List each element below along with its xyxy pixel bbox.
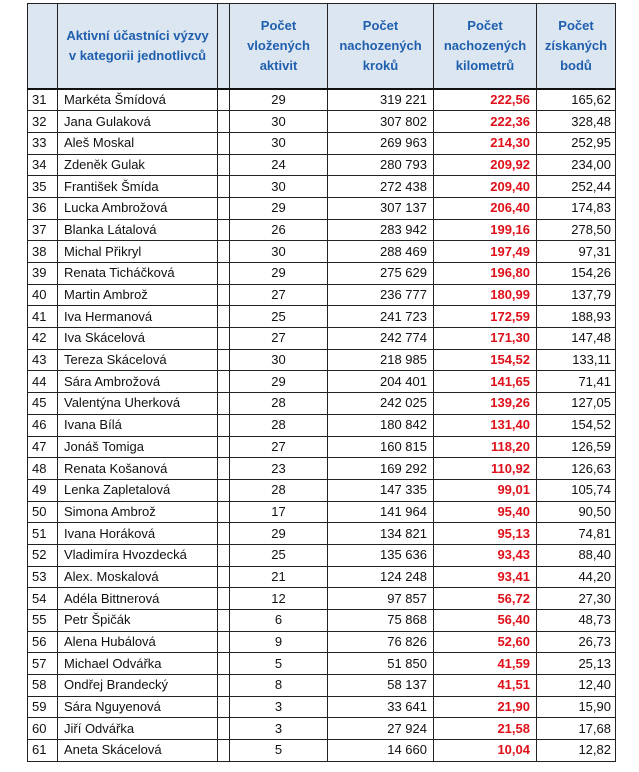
gap-cell [218,523,230,545]
km-cell: 10,04 [434,740,537,762]
table-row [28,718,616,740]
name-cell: Michal Přikryl [58,241,218,263]
km-cell: 52,60 [434,631,537,653]
activities-cell: 29 [230,263,328,285]
activities-cell: 29 [230,371,328,393]
activities-cell: 27 [230,436,328,458]
table-row [28,111,616,133]
table-row [28,479,616,501]
points-cell: 12,82 [537,740,616,762]
steps-cell: 288 469 [328,241,434,263]
gap-cell [218,219,230,241]
km-cell: 41,59 [434,653,537,675]
gap-cell [218,284,230,306]
km-cell: 110,92 [434,458,537,480]
rank-cell: 48 [28,458,58,480]
activities-cell: 12 [230,588,328,610]
points-cell: 71,41 [537,371,616,393]
gap-cell [218,479,230,501]
activities-cell: 29 [230,197,328,219]
gap-cell [218,718,230,740]
gap-cell [218,631,230,653]
table-row [28,176,616,198]
steps-cell: 27 924 [328,718,434,740]
gap-cell [218,675,230,697]
activities-cell: 30 [230,349,328,371]
results-table [27,3,616,762]
gap-cell [218,263,230,285]
rank-cell: 61 [28,740,58,762]
km-cell: 214,30 [434,132,537,154]
activities-cell: 30 [230,176,328,198]
name-cell: Simona Ambrož [58,501,218,523]
activities-cell: 30 [230,241,328,263]
gap-cell [218,610,230,632]
points-cell: 174,83 [537,197,616,219]
km-cell: 222,36 [434,111,537,133]
table-row [28,197,616,219]
gap-cell [218,501,230,523]
table-row [28,284,616,306]
km-cell: 197,49 [434,241,537,263]
km-cell: 222,56 [434,89,537,111]
steps-cell: 269 963 [328,132,434,154]
activities-cell: 28 [230,479,328,501]
activities-cell: 24 [230,154,328,176]
steps-cell: 280 793 [328,154,434,176]
rank-cell: 37 [28,219,58,241]
rank-cell: 41 [28,306,58,328]
steps-cell: 272 438 [328,176,434,198]
table-row [28,631,616,653]
table-row [28,696,616,718]
km-cell: 171,30 [434,328,537,350]
gap-cell [218,544,230,566]
name-cell: Sára Ambrožová [58,371,218,393]
name-cell: Ivana Bílá [58,414,218,436]
rank-cell: 35 [28,176,58,198]
steps-cell: 147 335 [328,479,434,501]
km-cell: 154,52 [434,349,537,371]
steps-cell: 134 821 [328,523,434,545]
table-row [28,414,616,436]
activities-cell: 29 [230,89,328,111]
name-cell: Lucka Ambrožová [58,197,218,219]
activities-cell: 28 [230,414,328,436]
km-cell: 196,80 [434,263,537,285]
points-cell: 126,63 [537,458,616,480]
points-cell: 126,59 [537,436,616,458]
points-cell: 25,13 [537,653,616,675]
name-cell: Alena Hubálová [58,631,218,653]
name-cell: Martin Ambrož [58,284,218,306]
km-cell: 139,26 [434,393,537,415]
points-cell: 97,31 [537,241,616,263]
rank-cell: 59 [28,696,58,718]
km-cell: 95,13 [434,523,537,545]
gap-cell [218,349,230,371]
table-row [28,328,616,350]
points-header: Počet získaných bodů [537,4,616,90]
km-cell: 199,16 [434,219,537,241]
rank-cell: 38 [28,241,58,263]
name-cell: Petr Špičák [58,610,218,632]
activities-cell: 3 [230,718,328,740]
name-cell: Zdeněk Gulak [58,154,218,176]
steps-cell: 135 636 [328,544,434,566]
points-cell: 74,81 [537,523,616,545]
name-cell: Ondřej Brandecký [58,675,218,697]
km-cell: 209,40 [434,176,537,198]
name-cell: Renata Košanová [58,458,218,480]
steps-cell: 169 292 [328,458,434,480]
km-cell: 95,40 [434,501,537,523]
name-cell: Iva Skácelová [58,328,218,350]
activities-cell: 17 [230,501,328,523]
km-cell: 180,99 [434,284,537,306]
rank-cell: 31 [28,89,58,111]
steps-cell: 33 641 [328,696,434,718]
points-cell: 105,74 [537,479,616,501]
steps-cell: 283 942 [328,219,434,241]
steps-cell: 51 850 [328,653,434,675]
gap-cell [218,176,230,198]
rank-cell: 34 [28,154,58,176]
gap-cell [218,197,230,219]
activities-cell: 5 [230,653,328,675]
table-row [28,154,616,176]
km-cell: 206,40 [434,197,537,219]
rank-cell: 51 [28,523,58,545]
gap-cell [218,241,230,263]
name-header: Aktivní účastníci výzvy v kategorii jednotlivců [58,4,218,90]
name-cell: Ivana Horáková [58,523,218,545]
points-cell: 27,30 [537,588,616,610]
points-cell: 48,73 [537,610,616,632]
points-cell: 15,90 [537,696,616,718]
rank-cell: 32 [28,111,58,133]
name-cell: Tereza Skácelová [58,349,218,371]
km-cell: 93,43 [434,544,537,566]
name-cell: Valentýna Uherková [58,393,218,415]
steps-cell: 242 025 [328,393,434,415]
gap-cell [218,328,230,350]
steps-cell: 14 660 [328,740,434,762]
activities-cell: 25 [230,306,328,328]
rank-cell: 40 [28,284,58,306]
points-cell: 252,95 [537,132,616,154]
points-cell: 137,79 [537,284,616,306]
rank-cell: 46 [28,414,58,436]
steps-cell: 75 868 [328,610,434,632]
table-row [28,132,616,154]
km-header: Počet nachozených kilometrů [434,4,537,90]
activities-cell: 27 [230,328,328,350]
activities-header: Počet vložených aktivit [230,4,328,90]
gap-cell [218,458,230,480]
rank-cell: 55 [28,610,58,632]
table-row [28,436,616,458]
km-cell: 41,51 [434,675,537,697]
rank-cell: 39 [28,263,58,285]
steps-cell: 218 985 [328,349,434,371]
table-row [28,653,616,675]
rank-header [28,4,58,90]
name-cell: Aleš Moskal [58,132,218,154]
name-cell: František Šmída [58,176,218,198]
activities-cell: 8 [230,675,328,697]
gap-cell [218,740,230,762]
name-cell: Blanka Látalová [58,219,218,241]
table-row [28,219,616,241]
steps-cell: 160 815 [328,436,434,458]
points-cell: 90,50 [537,501,616,523]
steps-cell: 275 629 [328,263,434,285]
rank-cell: 53 [28,566,58,588]
table-row [28,241,616,263]
rank-cell: 44 [28,371,58,393]
points-cell: 26,73 [537,631,616,653]
gap-cell [218,588,230,610]
gap-cell [218,436,230,458]
points-cell: 154,26 [537,263,616,285]
steps-cell: 58 137 [328,675,434,697]
activities-cell: 3 [230,696,328,718]
rank-cell: 52 [28,544,58,566]
activities-cell: 21 [230,566,328,588]
gap-cell [218,371,230,393]
steps-cell: 141 964 [328,501,434,523]
km-cell: 56,72 [434,588,537,610]
points-cell: 154,52 [537,414,616,436]
km-cell: 131,40 [434,414,537,436]
steps-cell: 241 723 [328,306,434,328]
gap-cell [218,696,230,718]
steps-cell: 307 137 [328,197,434,219]
gap-cell [218,306,230,328]
km-cell: 172,59 [434,306,537,328]
points-cell: 147,48 [537,328,616,350]
rank-cell: 33 [28,132,58,154]
points-cell: 127,05 [537,393,616,415]
points-cell: 188,93 [537,306,616,328]
rank-cell: 60 [28,718,58,740]
activities-cell: 25 [230,544,328,566]
rank-cell: 43 [28,349,58,371]
points-cell: 165,62 [537,89,616,111]
km-cell: 21,58 [434,718,537,740]
steps-cell: 204 401 [328,371,434,393]
table-row [28,501,616,523]
rank-cell: 54 [28,588,58,610]
steps-cell: 76 826 [328,631,434,653]
table-row [28,544,616,566]
activities-cell: 5 [230,740,328,762]
steps-cell: 242 774 [328,328,434,350]
name-cell: Alex. Moskalová [58,566,218,588]
table-row [28,740,616,762]
rank-cell: 50 [28,501,58,523]
rank-cell: 56 [28,631,58,653]
table-row [28,89,616,111]
rank-cell: 47 [28,436,58,458]
points-cell: 234,00 [537,154,616,176]
km-cell: 56,40 [434,610,537,632]
steps-cell: 124 248 [328,566,434,588]
activities-cell: 9 [230,631,328,653]
steps-header: Počet nachozených kroků [328,4,434,90]
table-row [28,523,616,545]
km-cell: 93,41 [434,566,537,588]
rank-cell: 49 [28,479,58,501]
name-cell: Markéta Šmídová [58,89,218,111]
name-cell: Michael Odvářka [58,653,218,675]
table-row [28,675,616,697]
gap-header [218,4,230,90]
gap-cell [218,111,230,133]
gap-cell [218,154,230,176]
points-cell: 328,48 [537,111,616,133]
name-cell: Iva Hermanová [58,306,218,328]
activities-cell: 30 [230,132,328,154]
name-cell: Jiří Odvářka [58,718,218,740]
gap-cell [218,653,230,675]
table-row [28,263,616,285]
gap-cell [218,414,230,436]
name-cell: Lenka Zapletalová [58,479,218,501]
activities-cell: 26 [230,219,328,241]
table-row [28,371,616,393]
activities-cell: 6 [230,610,328,632]
name-cell: Adéla Bittnerová [58,588,218,610]
table-row [28,458,616,480]
points-cell: 133,11 [537,349,616,371]
km-cell: 141,65 [434,371,537,393]
name-cell: Renata Ticháčková [58,263,218,285]
points-cell: 88,40 [537,544,616,566]
points-cell: 44,20 [537,566,616,588]
table-row [28,566,616,588]
name-cell: Aneta Skácelová [58,740,218,762]
points-cell: 252,44 [537,176,616,198]
activities-cell: 28 [230,393,328,415]
points-cell: 278,50 [537,219,616,241]
gap-cell [218,89,230,111]
km-cell: 118,20 [434,436,537,458]
points-cell: 17,68 [537,718,616,740]
table-row [28,349,616,371]
table-row [28,306,616,328]
rank-cell: 45 [28,393,58,415]
rank-cell: 58 [28,675,58,697]
activities-cell: 30 [230,111,328,133]
header-row [28,4,616,90]
name-cell: Jana Gulaková [58,111,218,133]
table-row [28,610,616,632]
name-cell: Sára Nguyenová [58,696,218,718]
rank-cell: 42 [28,328,58,350]
activities-cell: 27 [230,284,328,306]
steps-cell: 180 842 [328,414,434,436]
rank-cell: 36 [28,197,58,219]
steps-cell: 319 221 [328,89,434,111]
steps-cell: 307 802 [328,111,434,133]
name-cell: Vladimíra Hvozdecká [58,544,218,566]
steps-cell: 236 777 [328,284,434,306]
steps-cell: 97 857 [328,588,434,610]
gap-cell [218,566,230,588]
gap-cell [218,393,230,415]
km-cell: 209,92 [434,154,537,176]
activities-cell: 29 [230,523,328,545]
gap-cell [218,132,230,154]
km-cell: 99,01 [434,479,537,501]
name-cell: Jonáš Tomiga [58,436,218,458]
activities-cell: 23 [230,458,328,480]
table-row [28,393,616,415]
table-body [28,89,616,761]
rank-cell: 57 [28,653,58,675]
points-cell: 12,40 [537,675,616,697]
km-cell: 21,90 [434,696,537,718]
table-row [28,588,616,610]
